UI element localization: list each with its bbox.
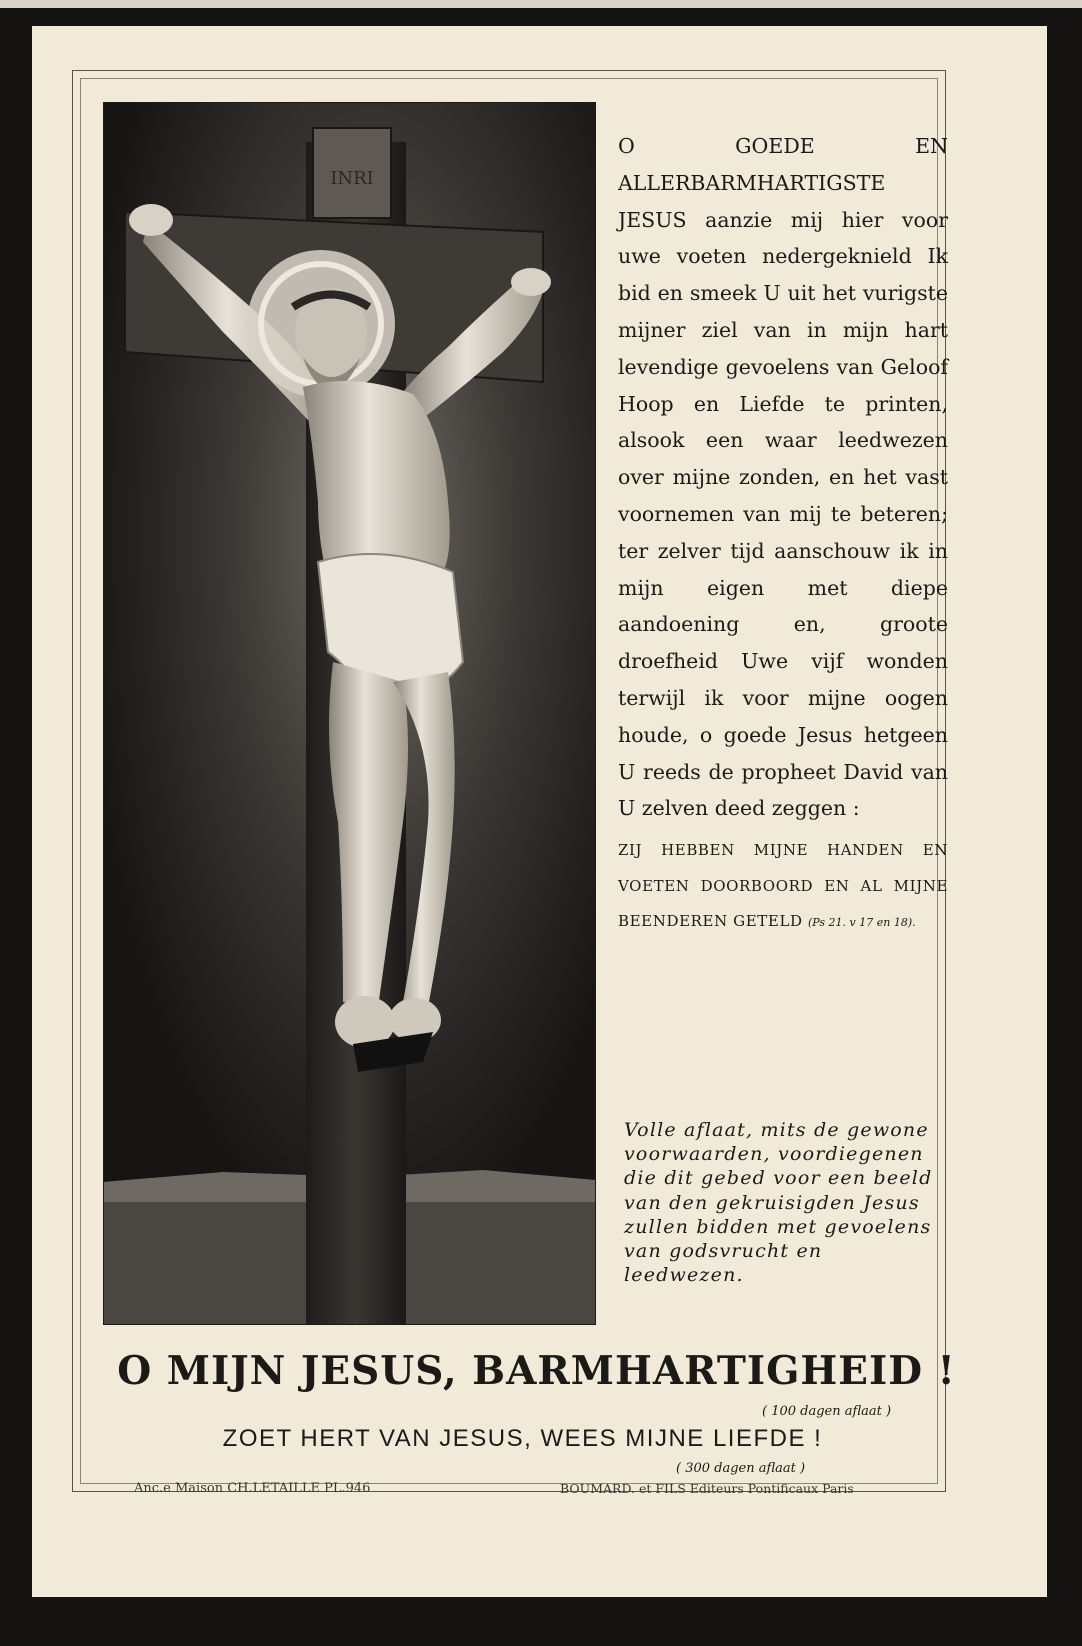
subline-indulgence: ( 300 dagen aflaat ) [676,1461,806,1476]
subline-heading: ZOET HERT VAN JESUS, WEES MIJNE LIEFDE ! [222,1425,823,1452]
prayer-column [618,128,948,941]
imprint-right: BOUMARD. et FILS Editeurs Pontificaux Paris [560,1481,854,1496]
imprint-left: Anc.e Maison CH.LETAILLE PL.946 [134,1481,371,1496]
inri-inscription: INRI [330,168,374,189]
right-hand [511,268,551,296]
psalm-reference: (Ps 21. v 17 en 18). [808,916,916,930]
left-hand [129,204,173,236]
crucifix-engraving [103,102,596,1325]
invocation-indulgence: ( 100 dagen aflaat ) [762,1404,892,1419]
psalm-quote-text: ZIJ HEBBEN MIJNE HANDEN EN VOETEN DOORBOORD EN AL MIJNE BEENDEREN GETELD [618,841,948,931]
psalm-quote [618,833,948,941]
invocation-heading: O MIJN JESUS, BARMHARTIGHEID ! [117,1348,956,1394]
indulgence-note: Volle aflaat, mits de gewone voorwaarden, voordiegenen die dit gebed voor een beeld van den gekruisigden Jesus zullen bidden met gevoelens van godsvrucht en leedwezen. [624,1119,933,1287]
prayer-text: O GOEDE EN ALLERBARMHARTIGSTE JESUS aanzie mij hier voor uwe voeten nedergeknield Ik bid en smeek U uit het vurigste mijner ziel van in mijn hart levendige gevoelens van Geloof Hoop en Liefde te printen, alsook een waar leedwezen over mijne zonden, en het vast voornemen van mij te beteren; ter zelver tijd aanschouw ik in mijn eigen met diepe aandoening en, groote droefheid Uwe vijf wonden terwijl ik voor mijne oogen houde, o goede Jesus hetgeen U reeds de propheet David van U zelven deed zeggen : [618,134,948,821]
